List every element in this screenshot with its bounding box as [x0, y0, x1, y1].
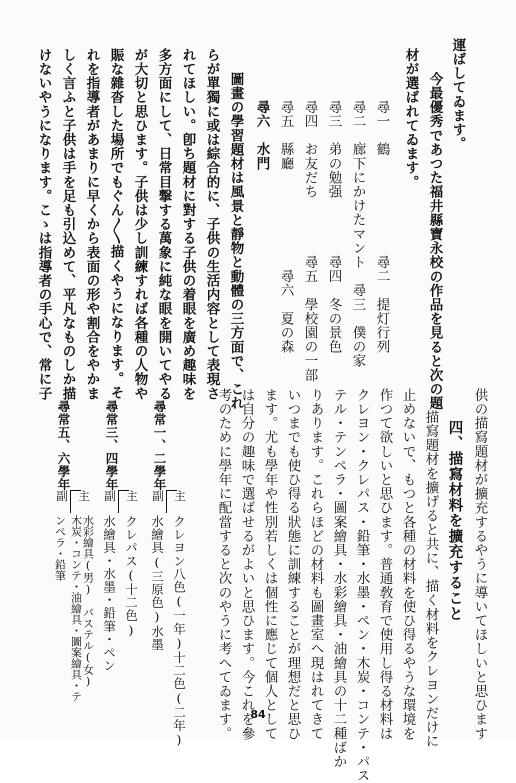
text-column: 尋二 廊下にかけたマント 尋三 僕の家 [349, 100, 366, 368]
main-mark: 主 [77, 490, 91, 502]
sub-mark: 副 [151, 490, 165, 502]
text-column: れてほしい。卽ち題材に對する子供の着眼を廣め趣味を [179, 48, 196, 401]
text-column: テル・テンペラ・圖案繪具・水彩繪具・油繪具の十二種ばか [330, 388, 347, 769]
sub-materials: 水繪具(三原色)水墨 [149, 515, 165, 651]
text-column: しく言ふと子供は手を足も引込めて、平凡なものしか描 [59, 48, 76, 401]
main-mark: 主 [125, 490, 139, 502]
grade-label: 尋常五、六學年 [56, 400, 71, 491]
grade-label: 尋常三、四學年 [104, 400, 119, 491]
sub-materials: 水繪具・水墨・鉛筆・ペン [101, 515, 117, 673]
text-column: れを指導者があまりに早くから表面の形や割合をやかま [83, 48, 100, 401]
text-column: けないやうになります。こゝは指導者の手心で、常に子 [35, 48, 52, 401]
grade-label: 尋常一、二學年 [152, 400, 167, 491]
text-column: 供の描寫題材が擴充するやうに導いてほしいと思ひます [471, 388, 488, 741]
text-column: らが單獨に或は綜合的に、子供の生活内容として表現さ [203, 48, 220, 401]
text-column: 多方面にして、日常目撃する萬象に純な眼を開いてやる [155, 48, 172, 401]
main-materials: クレヨン八色(一年)十二色(二年) [171, 515, 187, 748]
text-column: 尋六 水門 [253, 100, 270, 171]
page-number: 84 [250, 708, 266, 721]
section-heading: 四、描寫材料を擴充すること [446, 420, 464, 622]
text-column: 材が選ばれてゐます。 [402, 48, 419, 189]
text-column: は自分の趣味で選ばせるがよいと思ひます。今これを參 [238, 388, 255, 741]
text-column: 圖畫の學習題材は風景と靜物と動體の三方面で、これ [227, 72, 244, 411]
text-column: 作つて欲しいと思ひます。普通敎育で使用し得る材料は [376, 388, 393, 741]
text-column: りあります。これらほどの材料も圖畫室へ現はれてきて [307, 388, 324, 741]
text-column: 止めないで、もつと各種の材料を使ひ得るやうな環境を [399, 388, 416, 741]
text-column: 運ばしてゐます。 [449, 38, 466, 151]
text-column: クレヨン・クレパス・鉛筆・水墨・ペン・木炭・コンテ・パス [353, 388, 370, 783]
text-column: ます。尤も學年や性別若しくは個性に應じて個人として [261, 388, 278, 741]
text-column: が大切と思ひます。子供は少し訓練すれば各種の人物や [131, 48, 148, 401]
text-column: 尋五 縣廳 尋六 夏の森 [277, 100, 294, 354]
text-column: 尋三 弟の勉强 尋四 冬の景色 [325, 100, 342, 354]
text-column: 尋一 鶴 尋二 提灯行列 [373, 100, 390, 354]
main-materials-line1: 水彩繪具(男) パステル(女) [81, 515, 95, 688]
main-materials: クレパス(十二色) [123, 515, 139, 638]
text-column: 尋四 お友だち 尋五 學校園の一部 [301, 100, 318, 382]
text-column: 考のために學年に配當すると次のやうに考へてゐます。 [215, 388, 232, 741]
text-column: 今最優秀であつた福井縣寶永校の作品を見ると次の題 [426, 72, 443, 411]
text-column: 賑な雜沓した場所でもぐん〳〵描くやうになります。そ [107, 48, 124, 400]
main-mark: 主 [173, 490, 187, 502]
main-materials-line2: 木炭・コンテ・油繪具・圖案繪具・テ [69, 515, 83, 702]
sub-mark: 副 [103, 490, 117, 502]
sub-materials: ンペラ・鉛筆 [53, 515, 67, 581]
text-column: 描寫題材を擴げると共に、描く材料をクレヨンだけに [422, 410, 439, 749]
sub-mark: 副 [55, 490, 69, 502]
text-column: いつまでも使ひ得る狀態に訓練することが理想だと思ひ [284, 388, 301, 741]
